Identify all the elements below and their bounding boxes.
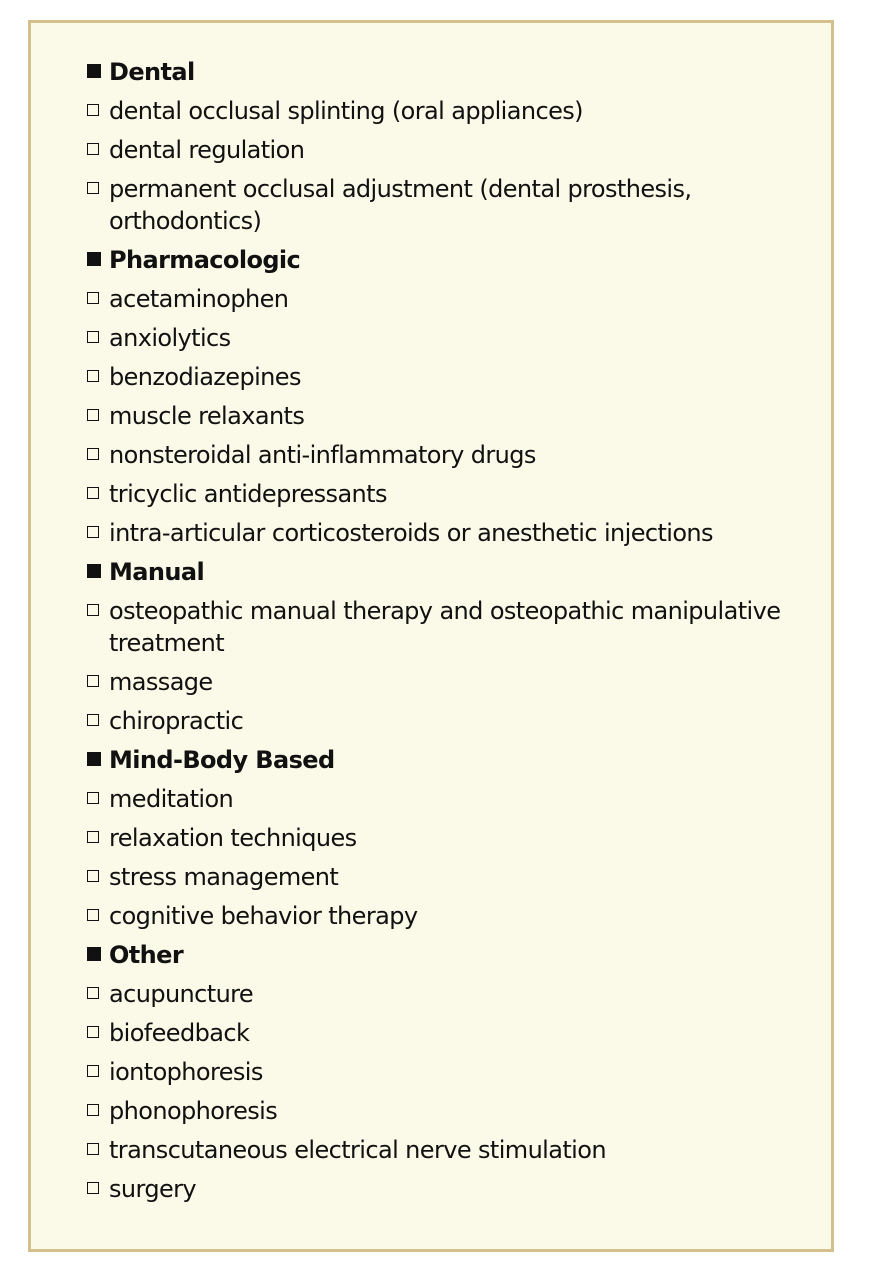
list-item-text: iontophoresis [109,1058,263,1086]
hollow-square-bullet-icon [87,1104,99,1116]
section-heading-text: Manual [109,558,205,586]
list-item [87,361,807,393]
list-item-text: stress management [109,863,339,891]
list-item [87,517,807,549]
section-heading-other [87,939,807,971]
list-item [87,978,807,1010]
list-item [87,900,807,932]
list-item [87,134,807,166]
hollow-square-bullet-icon [87,909,99,921]
hollow-square-bullet-icon [87,987,99,999]
filled-square-bullet-icon [87,252,101,266]
list-item-text: surgery [109,1175,197,1203]
hollow-square-bullet-icon [87,104,99,116]
treatment-list [87,56,807,1212]
hollow-square-bullet-icon [87,487,99,499]
hollow-square-bullet-icon [87,1026,99,1038]
hollow-square-bullet-icon [87,526,99,538]
hollow-square-bullet-icon [87,143,99,155]
list-item [87,478,807,510]
list-item [87,1056,807,1088]
treatment-options-box [28,20,834,1252]
hollow-square-bullet-icon [87,675,99,687]
list-item-text: nonsteroidal anti-inflammatory drugs [109,441,536,469]
list-item-text: meditation [109,785,234,813]
list-item [87,1017,807,1049]
hollow-square-bullet-icon [87,714,99,726]
filled-square-bullet-icon [87,564,101,578]
list-item-text: phonophoresis [109,1097,278,1125]
list-item [87,173,807,237]
list-item-text: acupuncture [109,980,254,1008]
hollow-square-bullet-icon [87,409,99,421]
list-item [87,666,807,698]
list-item [87,1173,807,1205]
list-item-text: intra-articular corticosteroids or anesthetic injections [109,519,713,547]
list-item [87,283,807,315]
hollow-square-bullet-icon [87,331,99,343]
filled-square-bullet-icon [87,64,101,78]
list-item-text: massage [109,668,213,696]
list-item-text: chiropractic [109,707,244,735]
list-item-text: osteopathic manual therapy and osteopathic manipulative treatment [109,597,781,657]
hollow-square-bullet-icon [87,870,99,882]
list-item [87,705,807,737]
hollow-square-bullet-icon [87,1143,99,1155]
list-item-text: tricyclic antidepressants [109,480,387,508]
list-item [87,822,807,854]
hollow-square-bullet-icon [87,370,99,382]
hollow-square-bullet-icon [87,792,99,804]
list-item [87,861,807,893]
list-item-text: transcutaneous electrical nerve stimulation [109,1136,606,1164]
list-item [87,439,807,471]
hollow-square-bullet-icon [87,292,99,304]
list-item [87,400,807,432]
section-heading-dental [87,56,807,88]
list-item-text: dental occlusal splinting (oral appliances) [109,97,583,125]
filled-square-bullet-icon [87,947,101,961]
list-item [87,95,807,127]
list-item-text: cognitive behavior therapy [109,902,418,930]
section-heading-manual [87,556,807,588]
hollow-square-bullet-icon [87,604,99,616]
list-item [87,1134,807,1166]
section-heading-text: Mind-Body Based [109,746,335,774]
filled-square-bullet-icon [87,752,101,766]
hollow-square-bullet-icon [87,1065,99,1077]
list-item-text: relaxation techniques [109,824,357,852]
list-item [87,322,807,354]
hollow-square-bullet-icon [87,831,99,843]
section-heading-text: Pharmacologic [109,246,301,274]
list-item-text: muscle relaxants [109,402,305,430]
hollow-square-bullet-icon [87,1182,99,1194]
list-item-text: permanent occlusal adjustment (dental prosthesis, orthodontics) [109,175,692,235]
list-item [87,595,807,659]
list-item-text: biofeedback [109,1019,250,1047]
section-heading-mind-body-based [87,744,807,776]
list-item-text: benzodiazepines [109,363,301,391]
hollow-square-bullet-icon [87,182,99,194]
list-item [87,1095,807,1127]
list-item-text: acetaminophen [109,285,289,313]
section-heading-text: Other [109,941,184,969]
list-item-text: anxiolytics [109,324,231,352]
hollow-square-bullet-icon [87,448,99,460]
list-item-text: dental regulation [109,136,305,164]
list-item [87,783,807,815]
section-heading-pharmacologic [87,244,807,276]
section-heading-text: Dental [109,58,195,86]
